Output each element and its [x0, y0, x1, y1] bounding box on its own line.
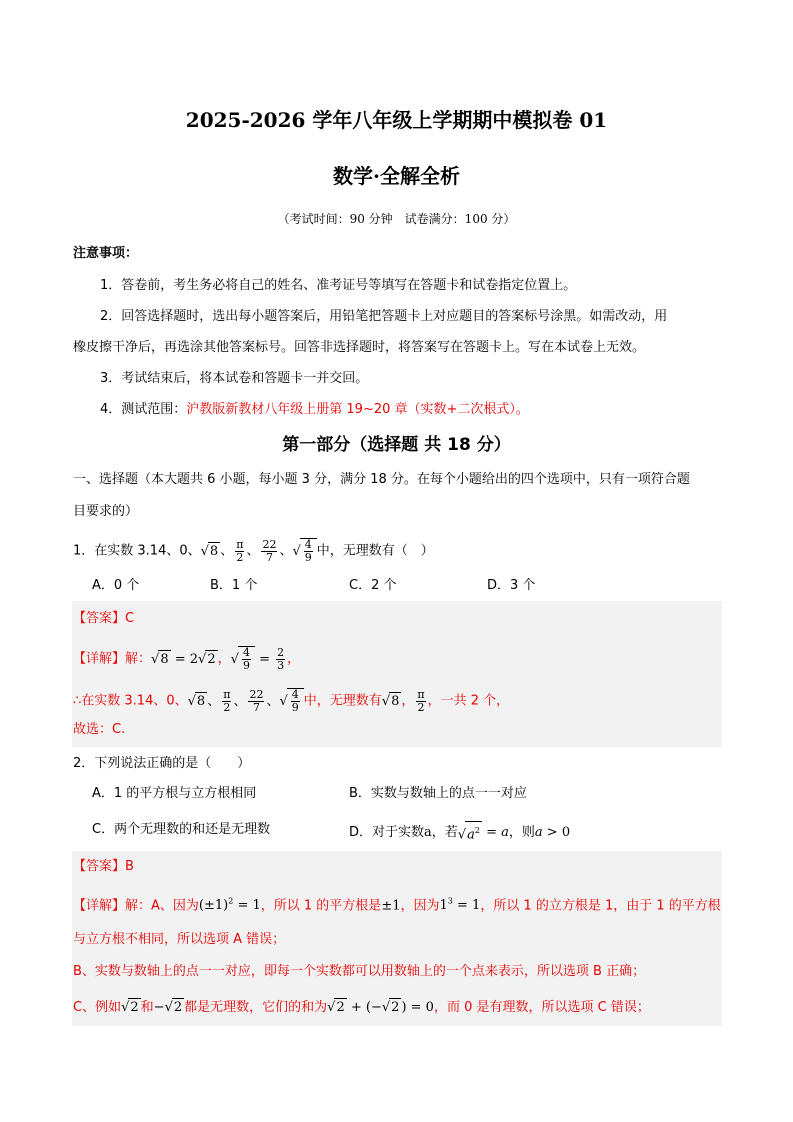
q2-detail-3: B、实数与数轴上的点一一对应，即每一个实数都可以用数轴上的一个点来表示，所以选项 B 正确；: [73, 964, 646, 979]
math-sqrt49-eq: √ $\frac{4}{9}$ = $\frac{2}{3}$: [230, 645, 285, 672]
notes-item-3: 3．考试结束后，将本试卷和答题卡一并交回。: [100, 371, 369, 386]
q1-option-a: A．0 个: [92, 578, 140, 593]
q2-option-b: B．实数与数轴上的点一一对应: [349, 786, 527, 801]
q1-stem-prefix: 1．在实数 3.14、0、: [73, 543, 201, 559]
notes-item-2b: 橡皮擦干净后，再选涂其他答案标号。回答非选择题时，将答案写在答题卡上。写在本试卷上无效。: [73, 340, 646, 355]
q2-option-d-mid: ，若: [431, 825, 458, 841]
q1-detail-prefix: 解：: [125, 651, 152, 667]
math-sqrt8: √8: [200, 543, 219, 559]
notes-item-2a: 2．回答选择题时，选出每小题答案后，用铅笔把答题卡上对应题目的答案标号涂黑。如需改动，用: [100, 309, 668, 324]
q2-option-d-then: ，则: [508, 825, 535, 841]
q2-option-d: D．对于实数a，若$√a^2 = a$，则a > 0: [349, 821, 570, 844]
math-sqrt-4-9: √ $\frac{4}{9}$: [292, 538, 316, 564]
q2-option-d-prefix: D．对于实数: [349, 825, 425, 841]
q1-option-c: C．2 个: [349, 578, 397, 593]
exam-subtitle: 数学·全解全析: [333, 164, 460, 188]
part1-title: 第一部分（选择题 共 18 分）: [282, 435, 511, 455]
q2-detail-label: 【详解】: [73, 898, 126, 914]
q1-detail-2-mid: 中，无理数有: [303, 693, 382, 709]
q1-detail-label: 【详解】: [73, 651, 126, 667]
notes-item-4-scope: 沪教版新教材八年级上册第 19~20 章（实数+二次根式）。: [186, 402, 529, 417]
math-pi-over-2: $\frac{\pi}{2}$: [236, 537, 244, 564]
q1-answer-box: [72, 601, 722, 747]
q2-option-a: A．1 的平方根与立方根相同: [92, 786, 257, 801]
q2-answer: 【答案】B: [73, 859, 134, 874]
q1-option-d: D．3 个: [487, 578, 536, 593]
math-22-over-7: $\frac{22}{7}$: [262, 537, 277, 564]
q2-option-c: C．两个无理数的和还是无理数: [92, 822, 271, 837]
q1-answer: 【答案】C: [73, 611, 135, 626]
q2-detail-2: 与立方根不相同，所以选项 A 错误；: [73, 932, 286, 947]
math-sqrt8-eq: √8 = 2√2: [151, 651, 216, 667]
q2-stem: 2．下列说法正确的是（ ）: [73, 756, 251, 771]
notes-item-4-prefix: 4．测试范围：: [100, 402, 187, 417]
notes-item-1: 1．答卷前，考生务必将自己的姓名、准考证号等填写在答题卡和试卷指定位置上。: [100, 278, 577, 293]
part1-intro-a: 一、选择题（本大题共 6 小题，每小题 3 分，满分 18 分。在每个小题给出的四个选项中，只有一项符合题: [73, 472, 690, 487]
exam-title: 2025-2026 学年八年级上学期期中模拟卷 01: [185, 108, 608, 132]
q1-detail-2-prefix: ∴在实数 3.14、0、: [73, 693, 188, 709]
q2-detail-1: 【详解】解：A、因为$(\pm 1)^2 = 1$，所以 1 的平方根是±1，因为$1^3 = 1$，所以 1 的立方根是 1，由于 1 的平方根: [73, 897, 721, 914]
q1-conclusion: 故选：C.: [73, 722, 126, 737]
q1-stem-suffix: 中，无理数有（ ）: [316, 543, 434, 559]
notes-heading: 注意事项：: [73, 246, 139, 261]
q2-detail-4: C、例如√2 和−√2 都是无理数，它们的和为√2 + (−√2 ) = 0，而 0 是有理数，所以选项 C 错误；: [73, 1000, 650, 1015]
part1-intro-b: 目要求的）: [73, 504, 139, 519]
q1-detail-2: ∴在实数 3.14、0、√8 、 $\frac{\pi}{2}$ 、 $\frac{22}{7}$ 、√ $\frac{4}{9}$ 中，无理数有√8 ， $\frac{\pi}{2}$ ，一共 2 个，: [73, 687, 510, 714]
q1-option-b: B．1 个: [210, 578, 258, 593]
exam-info: （考试时间：90 分钟 试卷满分：100 分）: [277, 212, 516, 226]
q1-stem: 1．在实数 3.14、0、√8 、 $\frac{\pi}{2}$ 、 $\frac{22}{7}$ 、√ $\frac{4}{9}$ 中，无理数有（ ）: [73, 537, 434, 564]
q1-detail-2-end: ，一共 2 个，: [427, 693, 510, 709]
q1-detail-1: 【详解】解：√8 = 2√2 ，√ $\frac{4}{9}$ = $\frac{2}{3}$ ，: [73, 645, 301, 672]
notes-item-4: [100, 401, 529, 419]
